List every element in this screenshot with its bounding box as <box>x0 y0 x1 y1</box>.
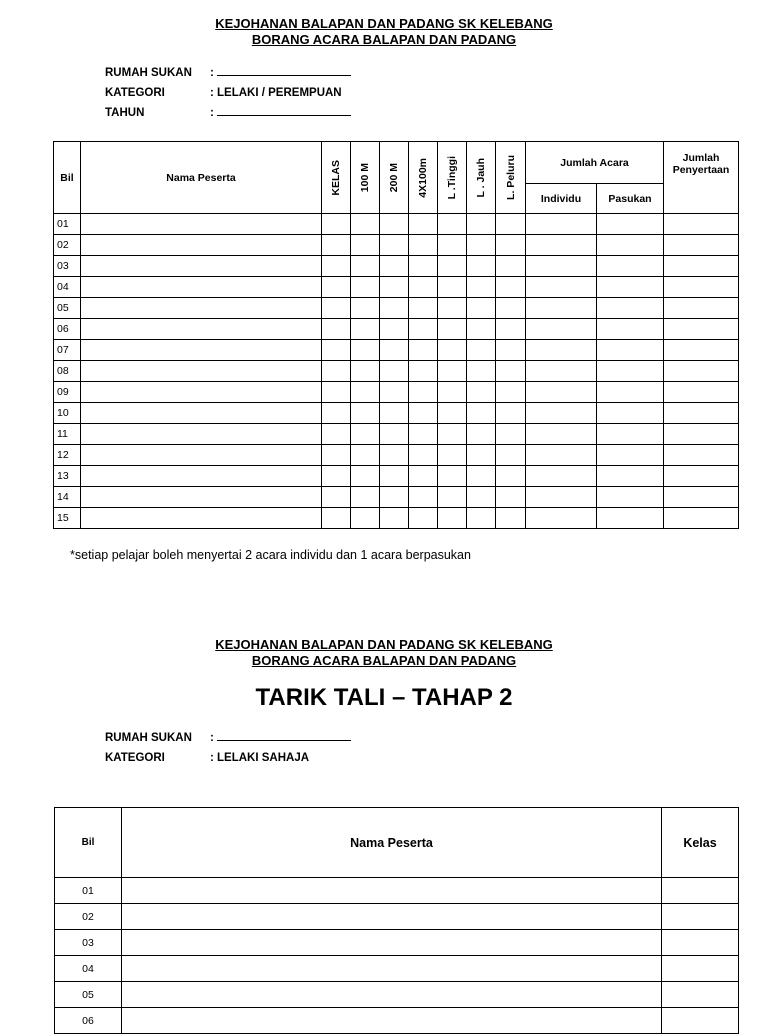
form-title-2: KEJOHANAN BALAPAN DAN PADANG SK KELEBANG <box>215 637 553 652</box>
table-row <box>55 930 739 956</box>
table-row <box>54 424 739 445</box>
entry-cell[interactable] <box>597 277 664 298</box>
entry-cell[interactable] <box>438 235 467 256</box>
entry-cell[interactable] <box>351 235 380 256</box>
row-number: 02 <box>54 235 81 256</box>
header-4x100m <box>409 142 438 214</box>
form-subtitle: BORANG ACARA BALAPAN DAN PADANG <box>251 32 517 47</box>
header-nama-peserta-2: Nama Peserta <box>122 808 662 878</box>
header-bil: Bil <box>54 142 81 214</box>
entry-cell[interactable] <box>322 235 351 256</box>
colon: : <box>210 732 214 744</box>
entry-cell[interactable] <box>467 298 496 319</box>
entry-cell[interactable] <box>438 445 467 466</box>
entry-cell[interactable] <box>351 361 380 382</box>
kelas-cell[interactable] <box>662 878 739 904</box>
row-number: 05 <box>55 982 122 1008</box>
row-number: 01 <box>54 214 81 235</box>
table-row <box>54 277 739 298</box>
entry-cell[interactable] <box>467 277 496 298</box>
kelas-cell[interactable] <box>662 982 739 1008</box>
entry-cell[interactable] <box>351 319 380 340</box>
name-cell[interactable] <box>122 1008 662 1034</box>
header-200m-text: 200 M <box>388 162 400 193</box>
header-l-jauh-text: L . Jauh <box>475 157 487 198</box>
entry-cell[interactable] <box>496 340 526 361</box>
field-label: KATEGORI <box>105 87 165 99</box>
entry-cell[interactable] <box>380 235 409 256</box>
entry-cell[interactable] <box>467 445 496 466</box>
row-number: 04 <box>55 956 122 982</box>
entry-cell[interactable] <box>438 403 467 424</box>
row-number: 06 <box>54 319 81 340</box>
entry-cell[interactable] <box>467 403 496 424</box>
entry-cell[interactable] <box>597 403 664 424</box>
header-jumlah-acara: Jumlah Acara <box>526 142 664 184</box>
row-number: 05 <box>54 298 81 319</box>
row-number: 08 <box>54 361 81 382</box>
row-number: 07 <box>54 340 81 361</box>
header-l-tinggi <box>438 142 467 214</box>
entry-cell[interactable] <box>496 424 526 445</box>
entry-cell[interactable] <box>664 277 739 298</box>
entry-cell[interactable] <box>322 487 351 508</box>
entry-cell[interactable] <box>526 361 597 382</box>
event-title: TARIK TALI – TAHAP 2 <box>255 684 513 711</box>
name-cell[interactable] <box>81 508 322 529</box>
table-row <box>54 466 739 487</box>
entry-cell[interactable] <box>322 424 351 445</box>
name-cell[interactable] <box>81 256 322 277</box>
entry-cell[interactable] <box>438 298 467 319</box>
entry-cell[interactable] <box>526 214 597 235</box>
entry-cell[interactable] <box>380 256 409 277</box>
header-kelas-2: Kelas <box>662 808 739 878</box>
name-cell[interactable] <box>81 340 322 361</box>
header-nama-peserta: Nama Peserta <box>81 142 322 214</box>
header-l-peluru-text: L. Peluru <box>504 155 517 200</box>
name-cell[interactable] <box>81 298 322 319</box>
entry-cell[interactable] <box>380 382 409 403</box>
entry-cell[interactable] <box>351 256 380 277</box>
name-cell[interactable] <box>81 487 322 508</box>
name-cell[interactable] <box>81 424 322 445</box>
field-kategori <box>105 83 351 103</box>
entry-cell[interactable] <box>409 508 438 529</box>
entry-cell[interactable] <box>526 445 597 466</box>
entry-cell[interactable] <box>597 235 664 256</box>
row-number: 03 <box>55 930 122 956</box>
form-title: KEJOHANAN BALAPAN DAN PADANG SK KELEBANG <box>215 16 553 31</box>
kelas-cell[interactable] <box>662 930 739 956</box>
entry-cell[interactable] <box>380 319 409 340</box>
events-table-body <box>54 214 739 529</box>
entry-cell[interactable] <box>467 487 496 508</box>
entry-cell[interactable] <box>597 361 664 382</box>
entry-cell[interactable] <box>664 445 739 466</box>
table-row <box>54 256 739 277</box>
table-row <box>55 982 739 1008</box>
field-rumah-sukan <box>105 63 351 83</box>
entry-cell[interactable] <box>438 214 467 235</box>
entry-cell[interactable] <box>526 319 597 340</box>
entry-cell[interactable] <box>526 508 597 529</box>
entry-cell[interactable] <box>664 298 739 319</box>
row-number: 03 <box>54 256 81 277</box>
entry-cell[interactable] <box>322 340 351 361</box>
entry-cell[interactable] <box>351 277 380 298</box>
events-table <box>53 141 739 529</box>
table-row <box>54 403 739 424</box>
header-bil-2: Bil <box>55 808 122 878</box>
entry-cell[interactable] <box>380 403 409 424</box>
entry-cell[interactable] <box>664 487 739 508</box>
entry-cell[interactable] <box>664 340 739 361</box>
row-number: 12 <box>54 445 81 466</box>
header-pasukan: Pasukan <box>597 184 664 214</box>
entry-cell[interactable] <box>526 487 597 508</box>
entry-cell[interactable] <box>664 214 739 235</box>
field-tahun <box>105 103 351 123</box>
name-cell[interactable] <box>81 235 322 256</box>
entry-cell[interactable] <box>467 340 496 361</box>
header-individu: Individu <box>526 184 597 214</box>
entry-cell[interactable] <box>380 424 409 445</box>
rumah-sukan-blank-2[interactable] <box>217 728 351 741</box>
entry-cell[interactable] <box>496 298 526 319</box>
table-row <box>54 298 739 319</box>
table-row <box>54 382 739 403</box>
row-number: 09 <box>54 382 81 403</box>
entry-cell[interactable] <box>351 424 380 445</box>
entry-cell[interactable] <box>409 277 438 298</box>
entry-cell[interactable] <box>597 424 664 445</box>
entry-cell[interactable] <box>351 298 380 319</box>
name-cell[interactable] <box>81 403 322 424</box>
entry-cell[interactable] <box>351 445 380 466</box>
entry-cell[interactable] <box>380 466 409 487</box>
entry-cell[interactable] <box>322 256 351 277</box>
row-number: 06 <box>55 1008 122 1034</box>
entry-cell[interactable] <box>322 466 351 487</box>
entry-cell[interactable] <box>496 403 526 424</box>
entry-cell[interactable] <box>496 277 526 298</box>
entry-cell[interactable] <box>380 445 409 466</box>
header-l-jauh <box>467 142 496 214</box>
entry-cell[interactable] <box>496 508 526 529</box>
entry-cell[interactable] <box>322 508 351 529</box>
field-label: RUMAH SUKAN <box>105 67 192 79</box>
table-row <box>55 1008 739 1034</box>
entry-cell[interactable] <box>664 361 739 382</box>
entry-cell[interactable] <box>409 298 438 319</box>
entry-cell[interactable] <box>438 256 467 277</box>
entry-cell[interactable] <box>496 319 526 340</box>
entry-cell[interactable] <box>467 256 496 277</box>
name-cell[interactable] <box>81 466 322 487</box>
entry-cell[interactable] <box>409 235 438 256</box>
entry-cell[interactable] <box>597 340 664 361</box>
entry-cell[interactable] <box>351 403 380 424</box>
entry-cell[interactable] <box>597 214 664 235</box>
entry-cell[interactable] <box>380 298 409 319</box>
kategori-value-2: : LELAKI SAHAJA <box>210 752 310 764</box>
entry-cell[interactable] <box>409 382 438 403</box>
header-100m <box>351 142 380 214</box>
entry-cell[interactable] <box>438 487 467 508</box>
name-cell[interactable] <box>122 904 662 930</box>
header-kelas <box>322 142 351 214</box>
entry-cell[interactable] <box>526 340 597 361</box>
entry-cell[interactable] <box>322 445 351 466</box>
table-row <box>54 235 739 256</box>
rule-note: *setiap pelajar boleh menyertai 2 acara individu dan 1 acara berpasukan <box>70 548 471 562</box>
header-jumlah-penyertaan: Jumlah Penyertaan <box>664 142 739 214</box>
name-cell[interactable] <box>81 319 322 340</box>
entry-cell[interactable] <box>380 487 409 508</box>
entry-cell[interactable] <box>409 256 438 277</box>
entry-cell[interactable] <box>664 256 739 277</box>
row-number: 01 <box>55 878 122 904</box>
entry-cell[interactable] <box>322 403 351 424</box>
name-cell[interactable] <box>81 214 322 235</box>
entry-cell[interactable] <box>664 466 739 487</box>
entry-cell[interactable] <box>496 487 526 508</box>
entry-cell[interactable] <box>409 361 438 382</box>
name-cell[interactable] <box>122 982 662 1008</box>
entry-cell[interactable] <box>597 466 664 487</box>
kategori-value: : LELAKI / PEREMPUAN <box>210 87 342 99</box>
name-cell[interactable] <box>81 361 322 382</box>
entry-cell[interactable] <box>597 508 664 529</box>
kelas-cell[interactable] <box>662 1008 739 1034</box>
header-100m-text: 100 M <box>359 162 371 193</box>
header-4x100m-text: 4X100m <box>417 157 429 198</box>
entry-cell[interactable] <box>496 361 526 382</box>
table-row <box>55 956 739 982</box>
entry-cell[interactable] <box>438 340 467 361</box>
entry-cell[interactable] <box>351 382 380 403</box>
row-number: 04 <box>54 277 81 298</box>
info-block <box>105 63 351 123</box>
entry-cell[interactable] <box>467 214 496 235</box>
entry-cell[interactable] <box>526 277 597 298</box>
entry-cell[interactable] <box>496 256 526 277</box>
entry-cell[interactable] <box>438 382 467 403</box>
entry-cell[interactable] <box>597 487 664 508</box>
entry-cell[interactable] <box>664 424 739 445</box>
entry-cell[interactable] <box>351 508 380 529</box>
entry-cell[interactable] <box>664 382 739 403</box>
name-cell[interactable] <box>122 878 662 904</box>
field-label: KATEGORI <box>105 752 165 764</box>
table-row <box>54 487 739 508</box>
entry-cell[interactable] <box>409 445 438 466</box>
entry-cell[interactable] <box>526 256 597 277</box>
entry-cell[interactable] <box>597 319 664 340</box>
entry-cell[interactable] <box>664 403 739 424</box>
kelas-cell[interactable] <box>662 956 739 982</box>
entry-cell[interactable] <box>322 319 351 340</box>
entry-cell[interactable] <box>597 382 664 403</box>
kelas-cell[interactable] <box>662 904 739 930</box>
entry-cell[interactable] <box>322 382 351 403</box>
row-number: 02 <box>55 904 122 930</box>
entry-cell[interactable] <box>664 508 739 529</box>
entry-cell[interactable] <box>526 466 597 487</box>
entry-cell[interactable] <box>467 466 496 487</box>
entry-cell[interactable] <box>467 424 496 445</box>
entry-cell[interactable] <box>597 445 664 466</box>
entry-cell[interactable] <box>496 466 526 487</box>
entry-cell[interactable] <box>380 361 409 382</box>
header-kelas-text: KELAS <box>330 159 342 196</box>
header-200m <box>380 142 409 214</box>
entry-cell[interactable] <box>322 277 351 298</box>
entry-cell[interactable] <box>496 235 526 256</box>
entry-cell[interactable] <box>664 319 739 340</box>
colon: : <box>210 67 214 79</box>
entry-cell[interactable] <box>467 235 496 256</box>
entry-cell[interactable] <box>409 487 438 508</box>
form-subtitle-2: BORANG ACARA BALAPAN DAN PADANG <box>251 653 517 668</box>
entry-cell[interactable] <box>409 466 438 487</box>
row-number: 10 <box>54 403 81 424</box>
name-cell[interactable] <box>122 930 662 956</box>
entry-cell[interactable] <box>380 508 409 529</box>
entry-cell[interactable] <box>467 361 496 382</box>
entry-cell[interactable] <box>322 214 351 235</box>
table-row <box>55 878 739 904</box>
name-cell[interactable] <box>122 956 662 982</box>
table-row <box>54 319 739 340</box>
tahun-blank[interactable] <box>217 103 351 116</box>
entry-cell[interactable] <box>438 361 467 382</box>
field-rumah-sukan-2 <box>105 728 351 748</box>
table-row <box>54 214 739 235</box>
entry-cell[interactable] <box>526 403 597 424</box>
name-cell[interactable] <box>81 277 322 298</box>
entry-cell[interactable] <box>597 298 664 319</box>
table-row <box>55 904 739 930</box>
entry-cell[interactable] <box>322 298 351 319</box>
entry-cell[interactable] <box>467 382 496 403</box>
row-number: 15 <box>54 508 81 529</box>
entry-cell[interactable] <box>409 319 438 340</box>
field-kategori-2 <box>105 748 351 768</box>
table-row <box>54 445 739 466</box>
row-number: 13 <box>54 466 81 487</box>
entry-cell[interactable] <box>438 277 467 298</box>
header-l-tinggi-text: L .Tinggi <box>446 155 458 200</box>
info-block-2 <box>105 728 351 768</box>
entry-cell[interactable] <box>526 382 597 403</box>
entry-cell[interactable] <box>496 214 526 235</box>
name-cell[interactable] <box>81 382 322 403</box>
row-number: 14 <box>54 487 81 508</box>
entry-cell[interactable] <box>351 340 380 361</box>
tarik-tali-table-body <box>55 878 739 1034</box>
colon: : <box>210 107 214 119</box>
entry-cell[interactable] <box>597 256 664 277</box>
entry-cell[interactable] <box>467 319 496 340</box>
entry-cell[interactable] <box>351 466 380 487</box>
entry-cell[interactable] <box>526 424 597 445</box>
rumah-sukan-blank[interactable] <box>217 63 351 76</box>
entry-cell[interactable] <box>351 214 380 235</box>
row-number: 11 <box>54 424 81 445</box>
entry-cell[interactable] <box>496 445 526 466</box>
entry-cell[interactable] <box>409 424 438 445</box>
entry-cell[interactable] <box>322 361 351 382</box>
table-row <box>54 340 739 361</box>
entry-cell[interactable] <box>380 340 409 361</box>
field-label: TAHUN <box>105 107 145 119</box>
entry-cell[interactable] <box>438 319 467 340</box>
entry-cell[interactable] <box>526 298 597 319</box>
name-cell[interactable] <box>81 445 322 466</box>
entry-cell[interactable] <box>664 235 739 256</box>
entry-cell[interactable] <box>380 214 409 235</box>
table-row <box>54 508 739 529</box>
field-label: RUMAH SUKAN <box>105 732 192 744</box>
entry-cell[interactable] <box>438 508 467 529</box>
entry-cell[interactable] <box>409 340 438 361</box>
table-row <box>54 361 739 382</box>
entry-cell[interactable] <box>496 382 526 403</box>
entry-cell[interactable] <box>409 403 438 424</box>
entry-cell[interactable] <box>351 487 380 508</box>
entry-cell[interactable] <box>438 424 467 445</box>
entry-cell[interactable] <box>438 466 467 487</box>
entry-cell[interactable] <box>380 277 409 298</box>
tarik-tali-table <box>54 807 739 1034</box>
entry-cell[interactable] <box>526 235 597 256</box>
header-l-peluru <box>496 142 526 214</box>
entry-cell[interactable] <box>467 508 496 529</box>
entry-cell[interactable] <box>409 214 438 235</box>
